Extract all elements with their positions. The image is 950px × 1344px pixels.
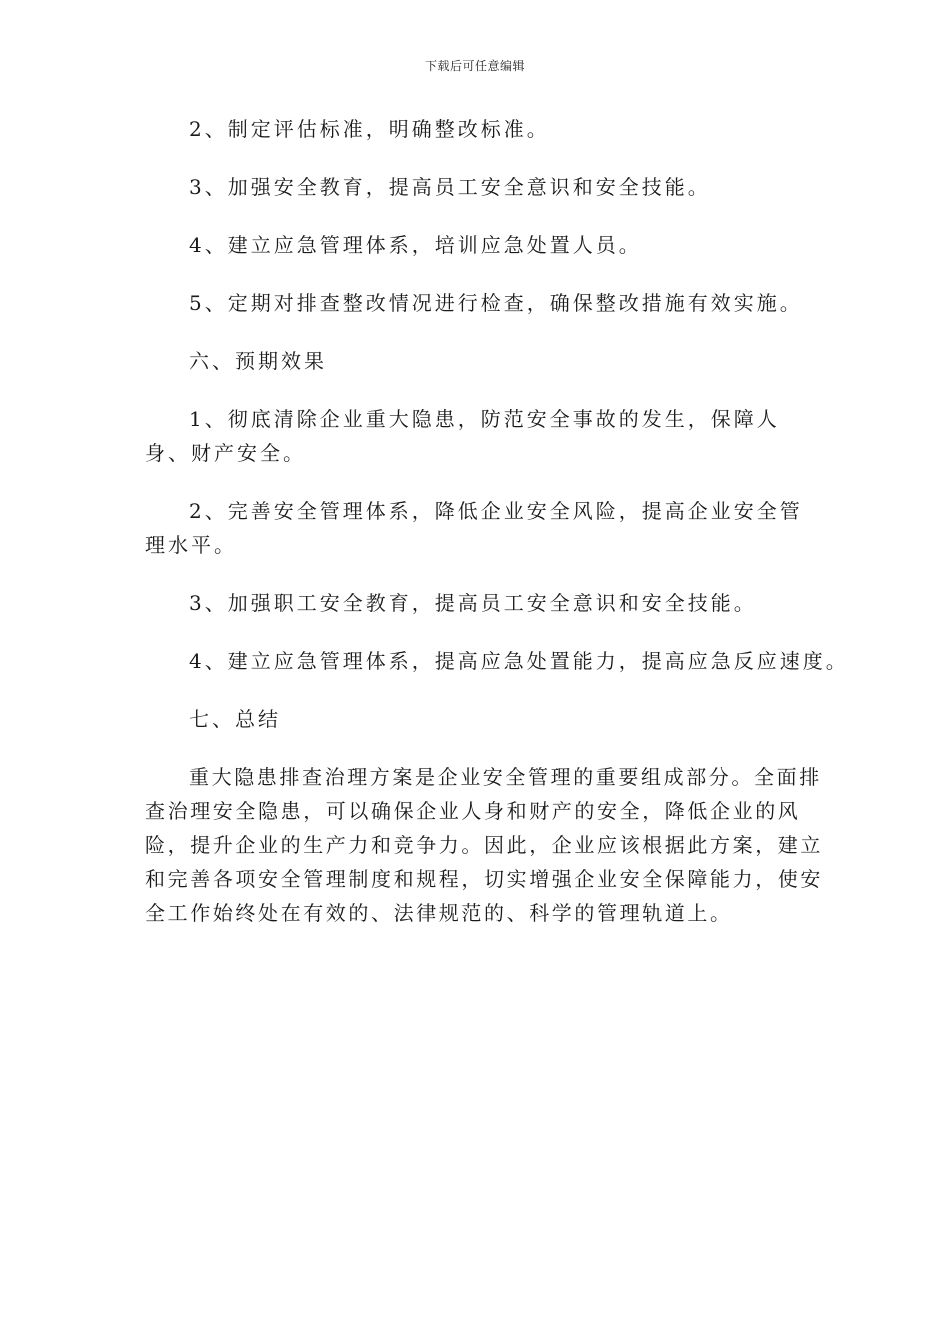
section-heading: 七、总结 — [189, 707, 281, 731]
list-item: 1、彻底清除企业重大隐患，防范安全事故的发生，保障人身、财产安全。 — [145, 407, 780, 465]
list-item: 5、定期对排查整改情况进行检查，确保整改措施有效实施。 — [189, 291, 803, 315]
list-item: 2、完善安全管理体系，降低企业安全风险，提高企业安全管理水平。 — [145, 499, 803, 557]
list-item: 3、加强职工安全教育，提高员工安全意识和安全技能。 — [189, 591, 757, 615]
document-body — [145, 112, 849, 954]
summary-paragraph: 重大隐患排查治理方案是企业安全管理的重要组成部分。全面排查治理安全隐患，可以确保企业人身和财产的安全，降低企业的风险，提升企业的生产力和竞争力。因此，企业应该根据此方案，建立和完善各项安全管理制度和规程，切实增强企业安全保障能力，使安全工作始终处在有效的、法律规范的、科学的管理轨道上。 — [145, 765, 823, 925]
list-item: 4、建立应急管理体系，培训应急处置人员。 — [189, 233, 642, 257]
section-heading: 六、预期效果 — [189, 349, 327, 373]
list-item: 2、制定评估标准，明确整改标准。 — [189, 117, 550, 141]
page-header-note: 下载后可任意编辑 — [424, 59, 525, 73]
list-item: 3、加强安全教育，提高员工安全意识和安全技能。 — [189, 175, 711, 199]
list-item: 4、建立应急管理体系，提高应急处置能力，提高应急反应速度。 — [189, 649, 849, 673]
